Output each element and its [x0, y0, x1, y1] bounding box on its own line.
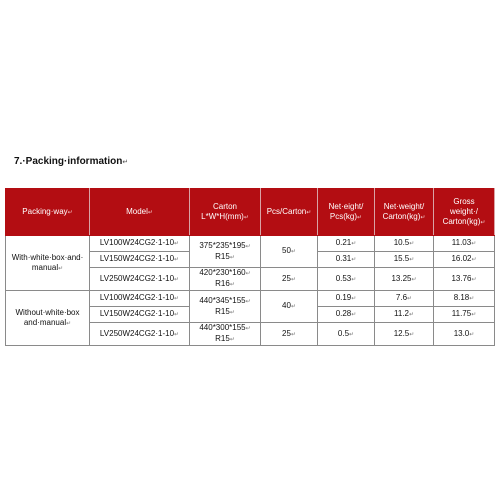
gross-weight-carton-cell: 16.02↵: [434, 252, 495, 268]
packing-way-cell: With·white·box·and· manual↵: [6, 236, 90, 291]
net-weight-pcs-cell: 0.5↵: [318, 323, 375, 346]
net-weight-carton-cell: 12.5↵: [375, 323, 434, 346]
carton-size-cell: 375*235*195↵ R15↵: [190, 236, 261, 268]
header-net-weight-pcs: Net·eight/ Pcs(kg)↵: [318, 189, 375, 236]
header-carton: Carton L*W*H(mm)↵: [190, 189, 261, 236]
net-weight-pcs-cell: 0.21↵: [318, 236, 375, 252]
pcs-carton-cell: 25↵: [261, 323, 318, 346]
gross-weight-carton-cell: 11.75↵: [434, 307, 495, 323]
gross-weight-carton-cell: 13.0↵: [434, 323, 495, 346]
model-cell: LV100W24CG2·1-10↵: [90, 236, 190, 252]
pcs-carton-cell: 40↵: [261, 291, 318, 323]
model-cell: LV100W24CG2·1-10↵: [90, 291, 190, 307]
net-weight-carton-cell: 13.25↵: [375, 268, 434, 291]
net-weight-carton-cell: 7.6↵: [375, 291, 434, 307]
header-row: [6, 189, 495, 236]
net-weight-carton-cell: 11.2↵: [375, 307, 434, 323]
header-net-weight-carton: Net·weight/ Carton(kg)↵: [375, 189, 434, 236]
section-heading: [14, 156, 128, 167]
gross-weight-carton-cell: 11.03↵: [434, 236, 495, 252]
net-weight-carton-cell: 10.5↵: [375, 236, 434, 252]
model-cell: LV250W24CG2·1-10↵: [90, 268, 190, 291]
carton-size-cell: 440*345*155↵ R15↵: [190, 291, 261, 323]
table-row: [6, 291, 495, 307]
model-cell: LV150W24CG2·1-10↵: [90, 307, 190, 323]
net-weight-pcs-cell: 0.31↵: [318, 252, 375, 268]
carton-size-cell: 420*230*160↵ R16↵: [190, 268, 261, 291]
net-weight-pcs-cell: 0.53↵: [318, 268, 375, 291]
carton-size-cell: 440*300*155↵ R15↵: [190, 323, 261, 346]
header-packing-way: Packing·way↵: [6, 189, 90, 236]
model-cell: LV150W24CG2·1-10↵: [90, 252, 190, 268]
header-gross-weight-carton: Gross weight·/ Carton(kg)↵: [434, 189, 495, 236]
header-model: Model↵: [90, 189, 190, 236]
packing-way-cell: Without·white·box and·manual↵: [6, 291, 90, 346]
header-pcs-carton: Pcs/Carton↵: [261, 189, 318, 236]
net-weight-carton-cell: 15.5↵: [375, 252, 434, 268]
pcs-carton-cell: 50↵: [261, 236, 318, 268]
gross-weight-carton-cell: 13.76↵: [434, 268, 495, 291]
pcs-carton-cell: 25↵: [261, 268, 318, 291]
section-title: 7.·Packing·information: [14, 156, 123, 167]
table-row: [6, 236, 495, 252]
model-cell: LV250W24CG2·1-10↵: [90, 323, 190, 346]
packing-table: [5, 188, 495, 346]
net-weight-pcs-cell: 0.28↵: [318, 307, 375, 323]
net-weight-pcs-cell: 0.19↵: [318, 291, 375, 307]
paragraph-mark-icon: ↵: [122, 159, 129, 166]
gross-weight-carton-cell: 8.18↵: [434, 291, 495, 307]
